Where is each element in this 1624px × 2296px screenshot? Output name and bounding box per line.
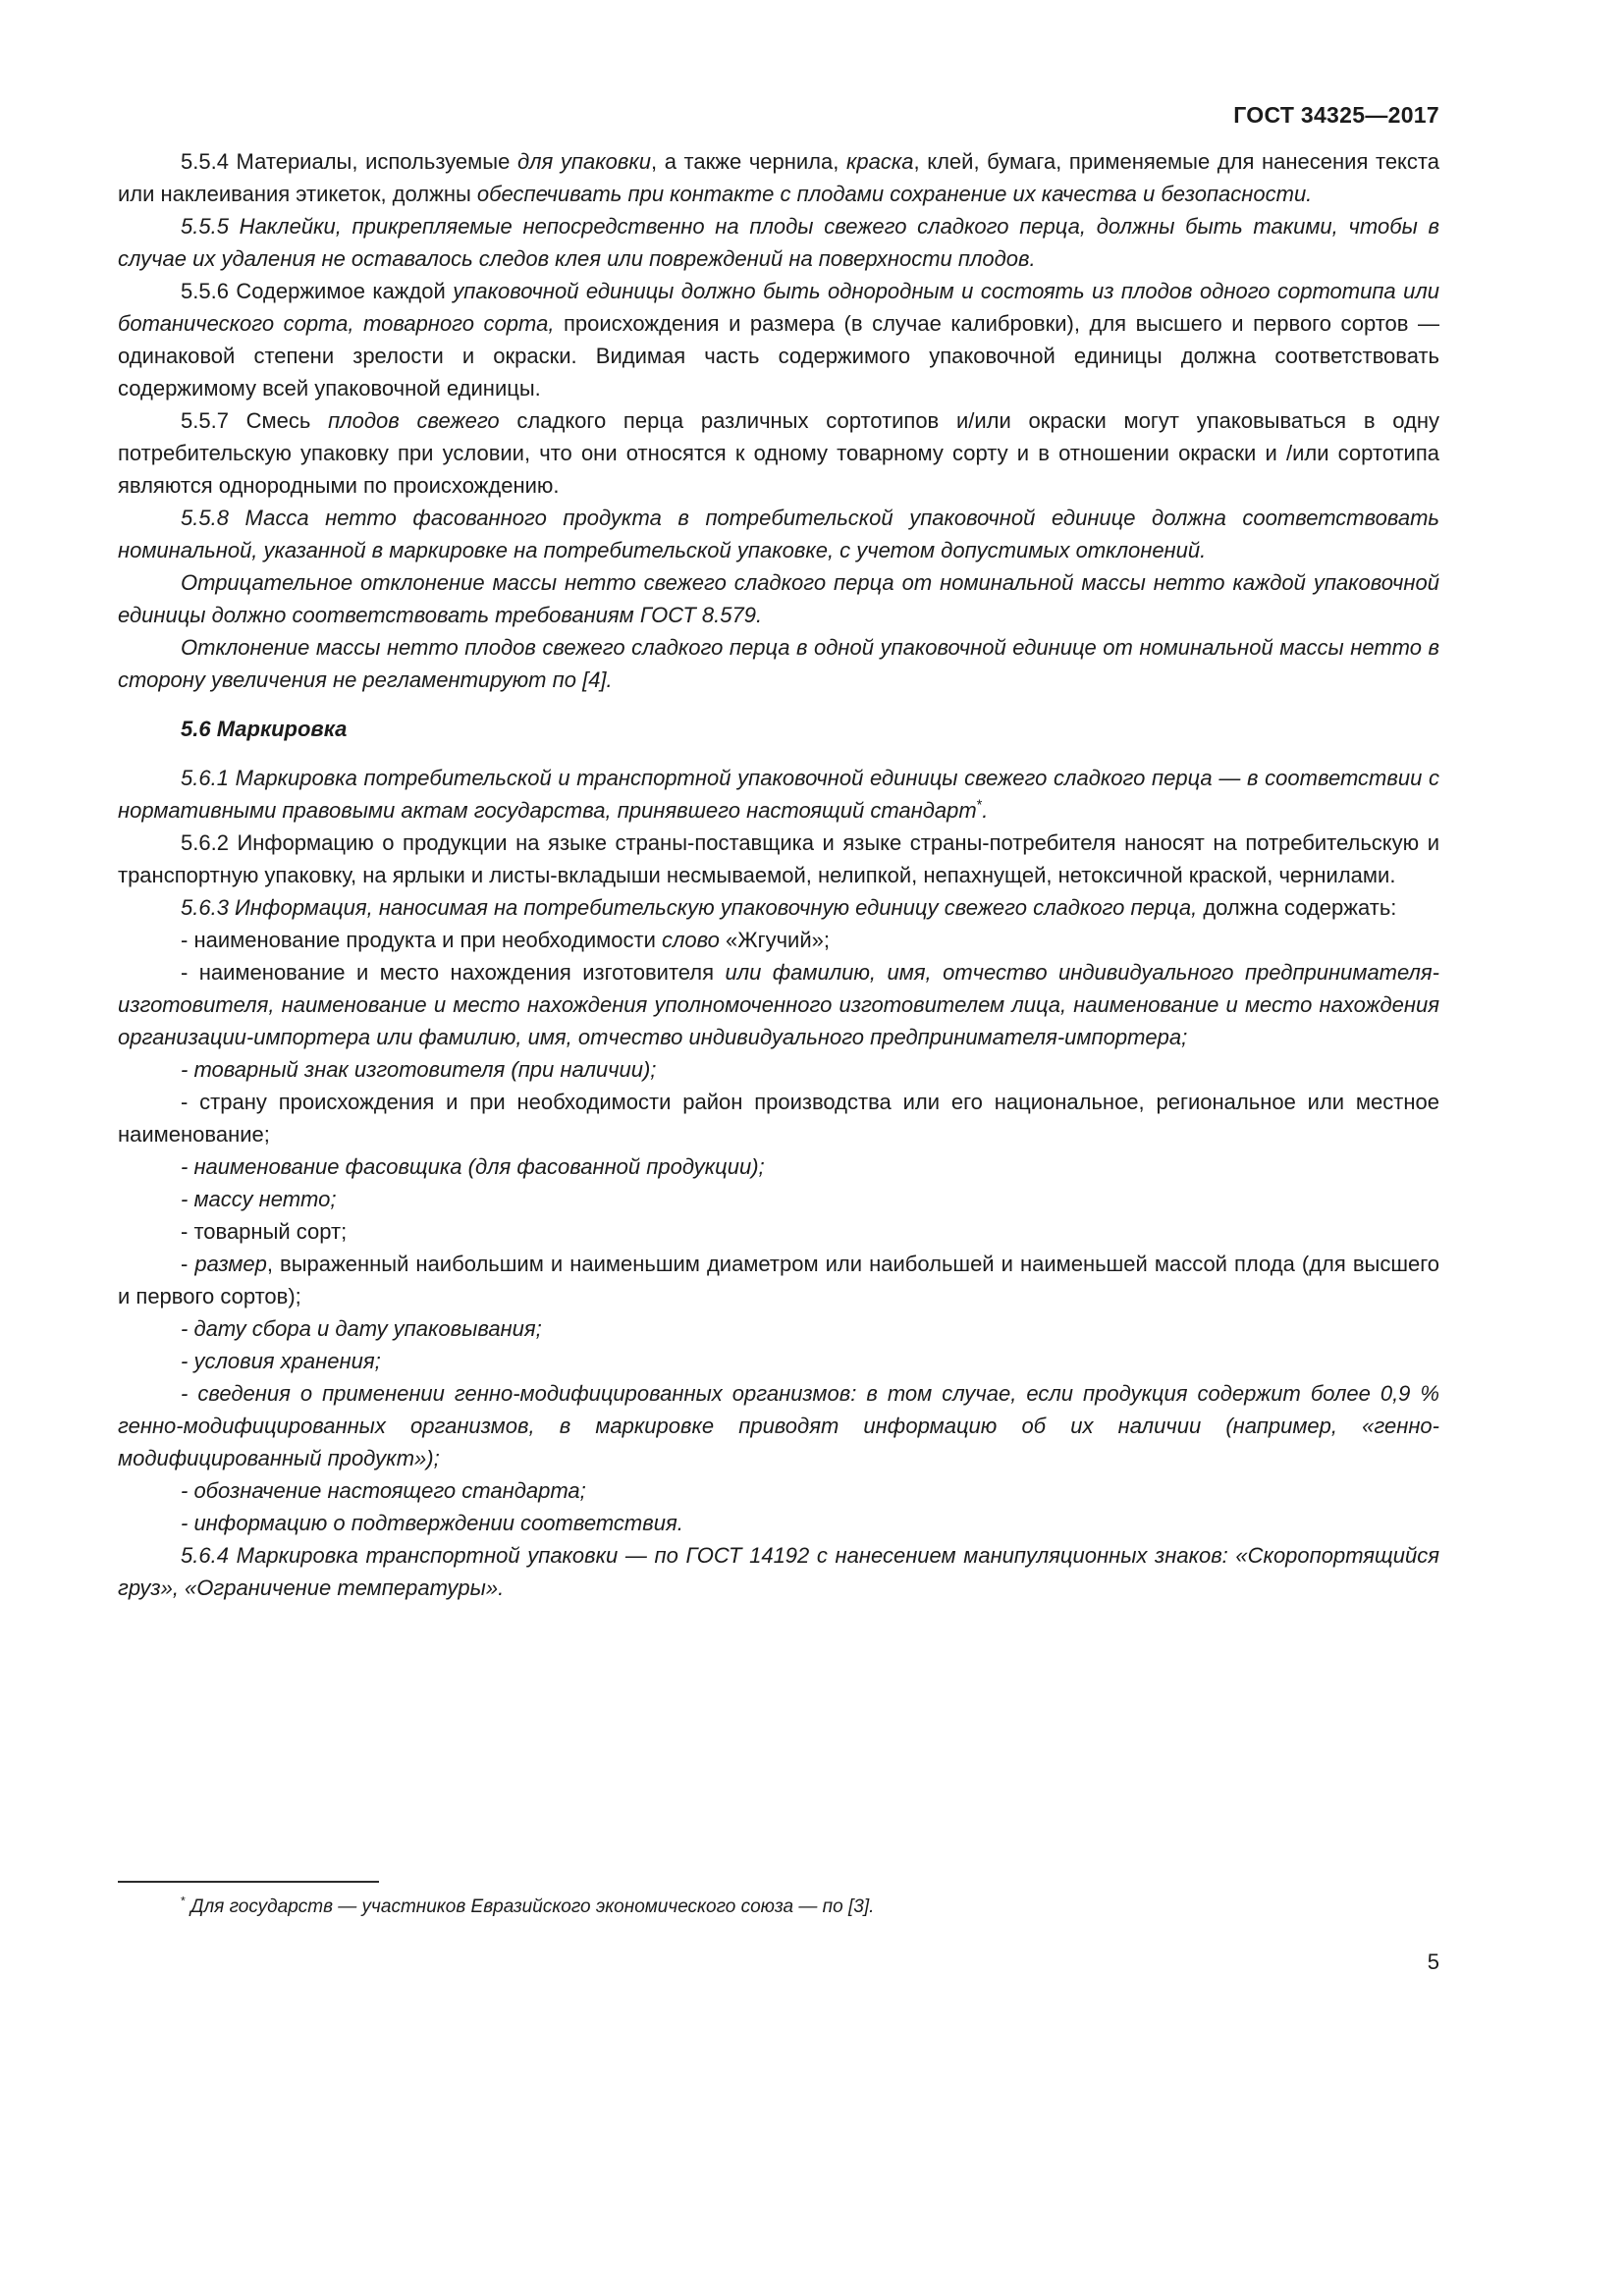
paragraph: 5.5.4 Материалы, используемые для упаковки, а также чернила, краска, клей, бумага, применяемые для нанесения текста или наклеивания этикеток, должны обеспечивать при контакте с плодами сохранение их качества и безопасности. [118, 149, 1439, 206]
footnote: * Для государств — участников Евразийского экономического союза — по [3]. [181, 1894, 875, 1917]
list-item: - товарный знак изготовителя (при наличии); [181, 1057, 657, 1082]
paragraph: Отклонение массы нетто плодов свежего сладкого перца в одной упаковочной единице от номинальной массы нетто в сторону увеличения не регламентируют по [4]. [118, 635, 1439, 692]
document-header: ГОСТ 34325—2017 [1233, 102, 1439, 128]
list-item: - наименование фасовщика (для фасованной продукции); [181, 1154, 765, 1179]
list-item: - информацию о подтверждении соответствия. [181, 1511, 683, 1535]
list-item: - дату сбора и дату упаковывания; [181, 1316, 542, 1341]
section-heading: 5.6 Маркировка [181, 717, 348, 741]
list-item: - страну происхождения и при необходимости район производства или его национальное, региональное или местное наименование; [118, 1090, 1439, 1147]
list-item: - наименование продукта и при необходимости слово «Жгучий»; [181, 928, 830, 952]
document-body [118, 145, 1439, 1604]
paragraph: Отрицательное отклонение массы нетто свежего сладкого перца от номинальной массы нетто каждой упаковочной единицы должно соответствовать требованиям ГОСТ 8.579. [118, 570, 1439, 627]
list-item: - условия хранения; [181, 1349, 381, 1373]
paragraph: 5.5.5 Наклейки, прикрепляемые непосредственно на плоды свежего сладкого перца, должны быть такими, чтобы в случае их удаления не оставалось следов клея или повреждений на поверхности плодов. [118, 214, 1439, 271]
paragraph: 5.6.3 Информация, наносимая на потребительскую упаковочную единицу свежего сладкого перца, должна содержать: [181, 895, 1397, 920]
paragraph: 5.6.4 Маркировка транспортной упаковки — по ГОСТ 14192 с нанесением манипуляционных знаков: «Скоропортящийся груз», «Ограничение температуры». [118, 1543, 1439, 1600]
paragraph: 5.5.7 Смесь плодов свежего сладкого перца различных сортотипов и/или окраски могут упаковываться в одну потребительскую упаковку при условии, что они относятся к одному товарному сорту и в отношении окраски и /или сортотипа являются однородными по происхождению. [118, 408, 1439, 498]
paragraph: 5.5.6 Содержимое каждой упаковочной единицы должно быть однородным и состоять из плодов одного сортотипа или ботанического сорта, товарного сорта, происхождения и размера (в случае калибровки), для высшего и первого сортов — одинаковой степени зрелости и окраски. Видимая часть содержимого упаковочной единицы должна соответствовать содержимому всей упаковочной единицы. [118, 279, 1439, 400]
list-item: - сведения о применении генно-модифицированных организмов: в том случае, если продукция содержит более 0,9 % генно-модифицированных организмов, в маркировке приводят информацию об их наличии (например, «генно-модифицированный продукт»); [118, 1381, 1439, 1470]
list-item: - товарный сорт; [181, 1219, 348, 1244]
paragraph: 5.5.8 Масса нетто фасованного продукта в потребительской упаковочной единице должна соответствовать номинальной, указанной в маркировке на потребительской упаковке, с учетом допустимых отклонений. [118, 506, 1439, 562]
list-item: - массу нетто; [181, 1187, 337, 1211]
footnote-divider [118, 1881, 379, 1883]
paragraph: 5.6.1 Маркировка потребительской и транспортной упаковочной единицы свежего сладкого перца — в соответствии с нормативными правовыми актам государства, принявшего настоящий стандарт*. [118, 766, 1439, 823]
list-item: - размер, выраженный наибольшим и наименьшим диаметром или наибольшей и наименьшей массой плода (для высшего и первого сортов); [118, 1252, 1439, 1308]
page-number: 5 [1427, 1949, 1439, 1974]
list-item: - наименование и место нахождения изготовителя или фамилию, имя, отчество индивидуального предпринимателя-изготовителя, наименование и место нахождения уполномоченного изготовителем лица, наименование и место нахождения организации-импортера или фамилию, имя, отчество индивидуального предпринимателя-импортера; [118, 960, 1440, 1049]
paragraph: 5.6.2 Информацию о продукции на языке страны-поставщика и языке страны-потребителя наносят на потребительскую и транспортную упаковку, на ярлыки и листы-вкладыши несмываемой, нелипкой, непахнущей, нетоксичной краской, чернилами. [118, 830, 1439, 887]
footnote-section [118, 1881, 1439, 1920]
list-item: - обозначение настоящего стандарта; [181, 1478, 586, 1503]
